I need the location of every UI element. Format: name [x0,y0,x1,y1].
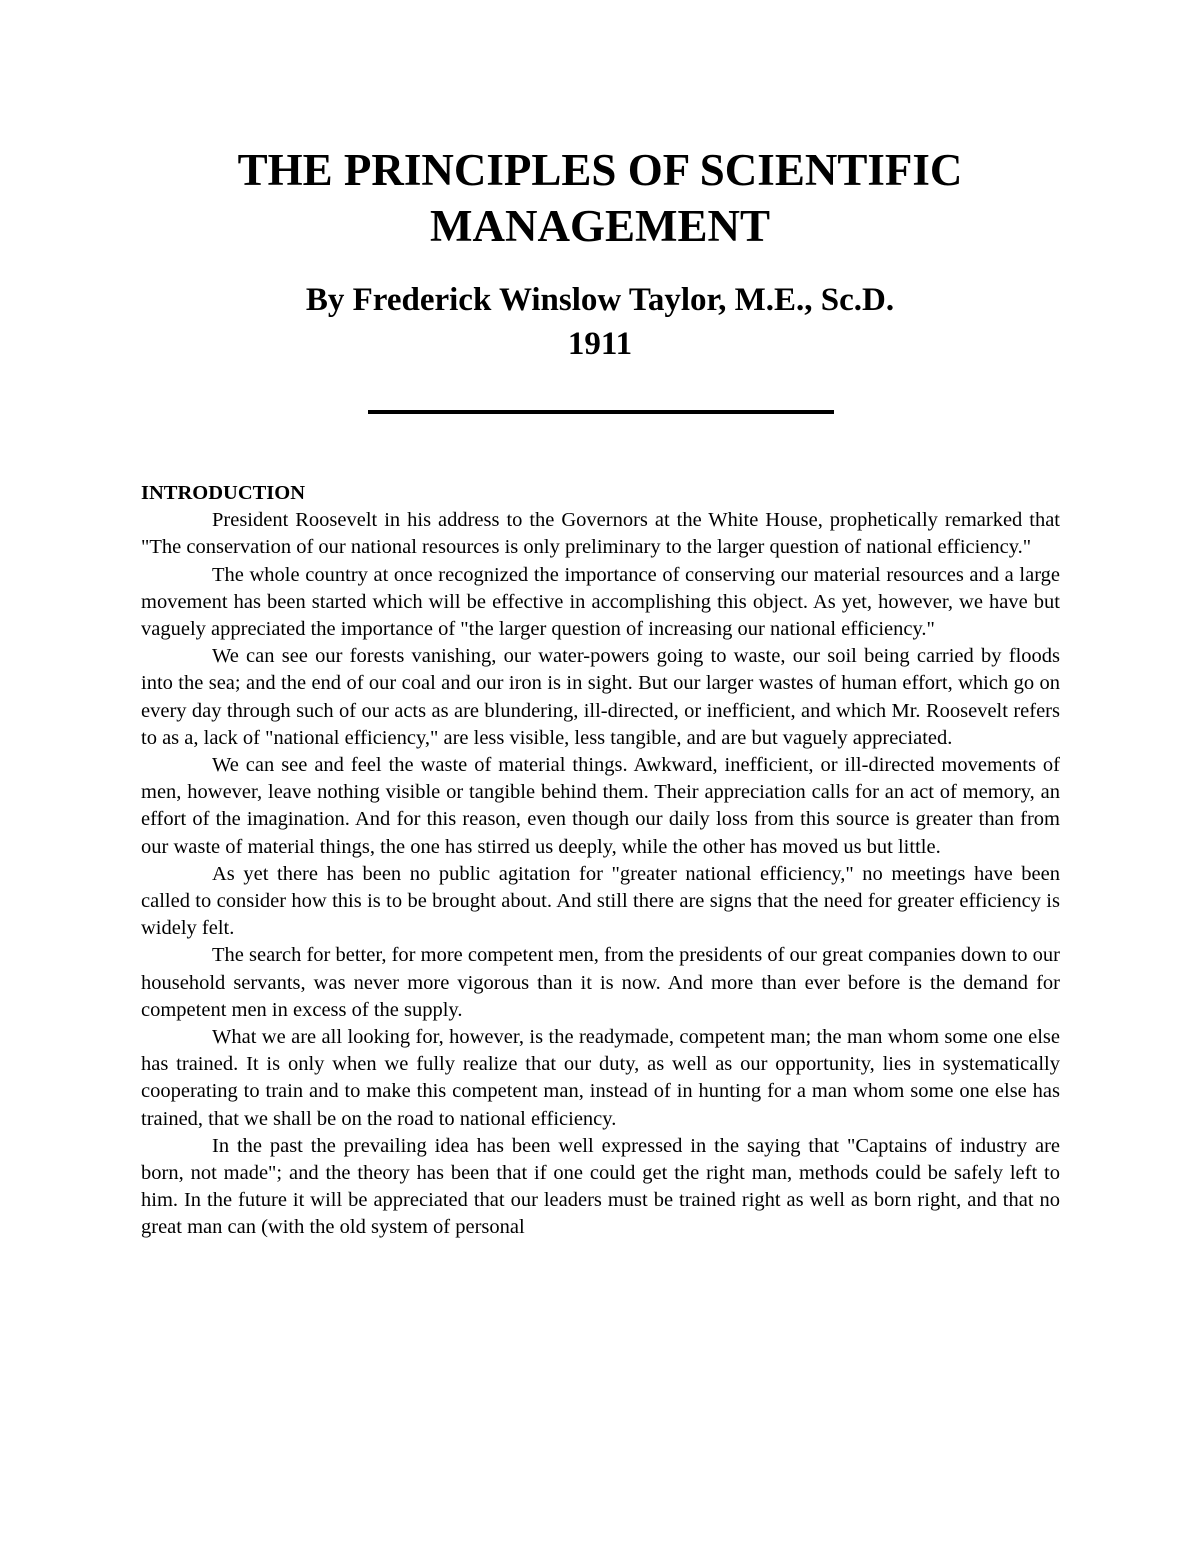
title-line-2: MANAGEMENT [430,201,770,251]
title-line-1: THE PRINCIPLES OF SCIENTIFIC [237,145,963,195]
publication-year: 1911 [567,326,633,362]
paragraph: The whole country at once recognized the importance of conserving our material resources and a large movement has been started which will be effective in accomplishing this object. As yet, however, we have but vaguely appreciated the importance of "the larger question of increasing our national efficiency." [141,563,1060,641]
document-title [0,142,1200,254]
paragraph: In the past the prevailing idea has been well expressed in the saying that "Captains of industry are born, not made"; and the theory has been that if one could get the right man, methods could be safely left to him. In the future it will be appreciated that our leaders must be trained right as well as born right, and that no great man can (with the old system of personal [141,1134,1060,1239]
horizontal-divider [368,410,834,414]
paragraph: We can see our forests vanishing, our water-powers going to waste, our soil being carried by floods into the sea; and the end of our coal and our iron is in sight. But our larger wastes of human effort, which go on every day through such of our acts as are blundering, ill-directed, or inefficient, and which Mr. Roosevelt refers to as a, lack of "national efficiency," are less visible, less tangible, and are but vaguely appreciated. [141,645,1060,749]
paragraph: President Roosevelt in his address to the Governors at the White House, prophetically remarked that "The conservation of our national resources is only preliminary to the larger question of national efficiency." [141,509,1060,559]
paragraph: As yet there has been no public agitation for "greater national efficiency," no meetings have been called to consider how this is to be brought about. And still there are signs that the need for greater efficiency is widely felt. [141,862,1060,940]
author-byline [0,278,1200,366]
section-heading: INTRODUCTION [141,482,306,504]
paragraph: What we are all looking for, however, is the readymade, competent man; the man whom some one else has trained. It is only when we fully realize that our duty, as well as our opportunity, lies in systematically cooperating to train and to make this competent man, instead of in hunting for a man whom some one else has trained, that we shall be on the road to national efficiency. [141,1026,1060,1130]
paragraph: The search for better, for more competent men, from the presidents of our great companies down to our household servants, was never more vigorous than it is now. And more than ever before is the demand for competent men in excess of the supply. [141,944,1060,1021]
author-name: By Frederick Winslow Taylor, M.E., Sc.D. [305,282,895,318]
document-body [141,480,1060,1242]
paragraph: We can see and feel the waste of material things. Awkward, inefficient, or ill-directed movements of men, however, leave nothing visible or tangible behind them. Their appreciation calls for an act of memory, an effort of the imagination. And for this reason, even though our daily loss from this source is greater than from our waste of material things, the one has stirred us deeply, while the other has moved us but little. [141,754,1060,858]
